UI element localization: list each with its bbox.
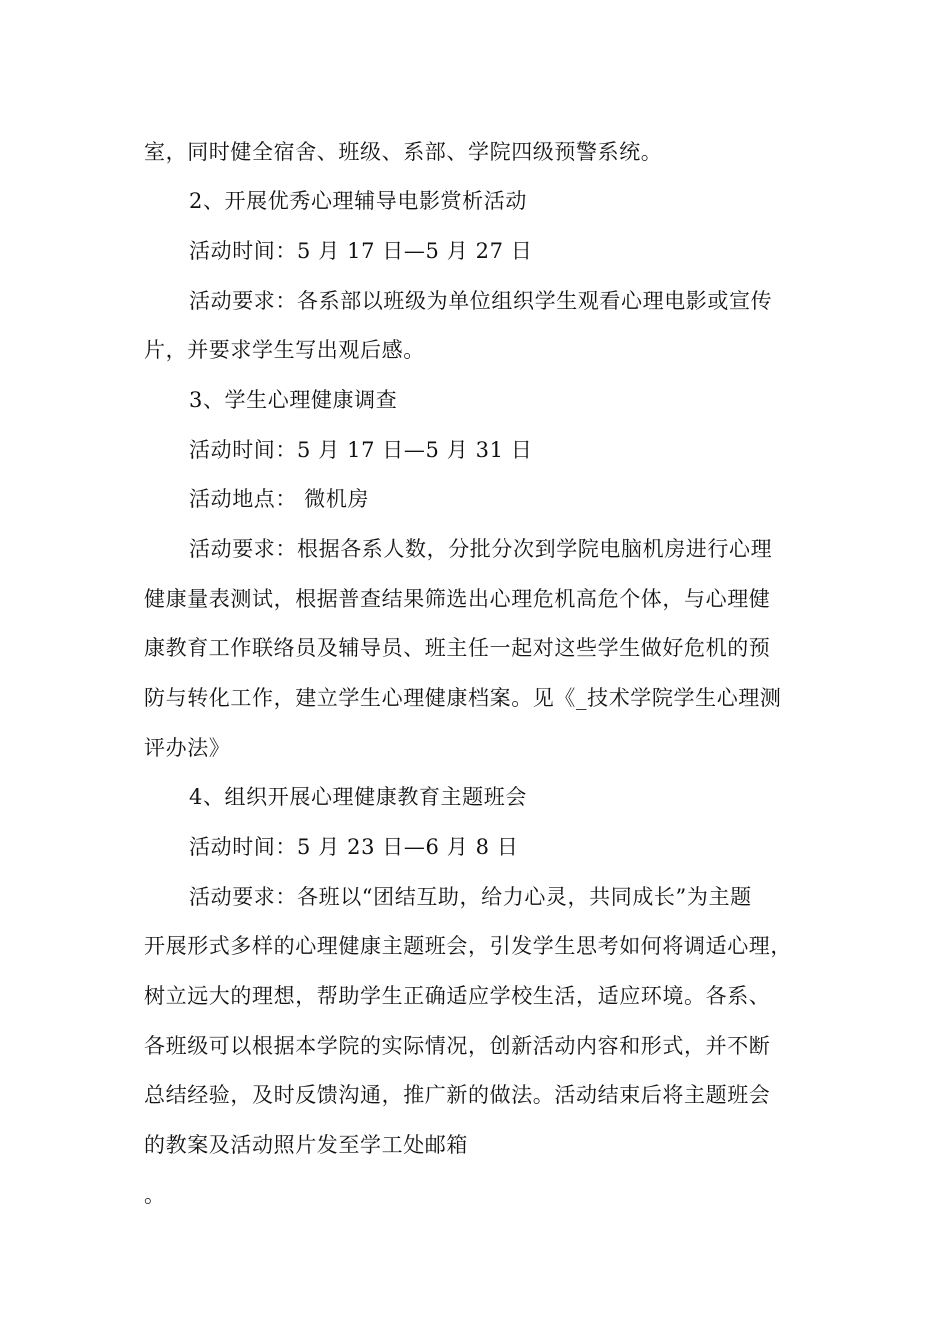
activity-time: 活动时间：5 月 23 日—6 月 8 日: [189, 835, 519, 859]
paragraph-line: 各班级可以根据本学院的实际情况，创新活动内容和形式，并不断: [144, 1034, 771, 1058]
activity-location: 活动地点： 微机房: [189, 487, 370, 511]
paragraph-line: 开展形式多样的心理健康主题班会，引发学生思考如何将调适心理，: [144, 934, 792, 958]
paragraph-line: 防与转化工作，建立学生心理健康档案。见《_技术学院学生心理测: [144, 686, 782, 710]
activity-time: 活动时间：5 月 17 日—5 月 27 日: [189, 239, 533, 263]
paragraph-line: 活动要求：根据各系人数，分批分次到学院电脑机房进行心理: [189, 537, 773, 561]
paragraph-line: 树立远大的理想，帮助学生正确适应学校生活，适应环境。各系、: [144, 984, 771, 1008]
paragraph-line: 片，并要求学生写出观后感。: [144, 338, 425, 362]
paragraph-line: 的教案及活动照片发至学工处邮箱: [144, 1133, 468, 1157]
paragraph-line: 活动要求：各系部以班级为单位组织学生观看心理电影或宣传: [189, 289, 773, 313]
paragraph-line: 健康量表测试，根据普查结果筛选出心理危机高危个体，与心理健: [144, 587, 771, 611]
section-heading: 3、学生心理健康调查: [189, 388, 398, 412]
paragraph-line: 室，同时健全宿舍、班级、系部、学院四级预警系统。: [144, 140, 663, 164]
section-heading: 4、组织开展心理健康教育主题班会: [189, 785, 527, 809]
paragraph-line: 。: [144, 1183, 166, 1207]
paragraph-line: 康教育工作联络员及辅导员、班主任一起对这些学生做好危机的预: [144, 636, 771, 660]
activity-time: 活动时间：5 月 17 日—5 月 31 日: [189, 438, 533, 462]
paragraph-line: 评办法》: [144, 736, 231, 760]
paragraph-line: 活动要求：各班以“团结互助，给力心灵，共同成长”为主题: [189, 885, 752, 909]
paragraph-line: 总结经验，及时反馈沟通，推广新的做法。活动结束后将主题班会: [144, 1083, 771, 1107]
section-heading: 2、开展优秀心理辅导电影赏析活动: [189, 189, 527, 213]
